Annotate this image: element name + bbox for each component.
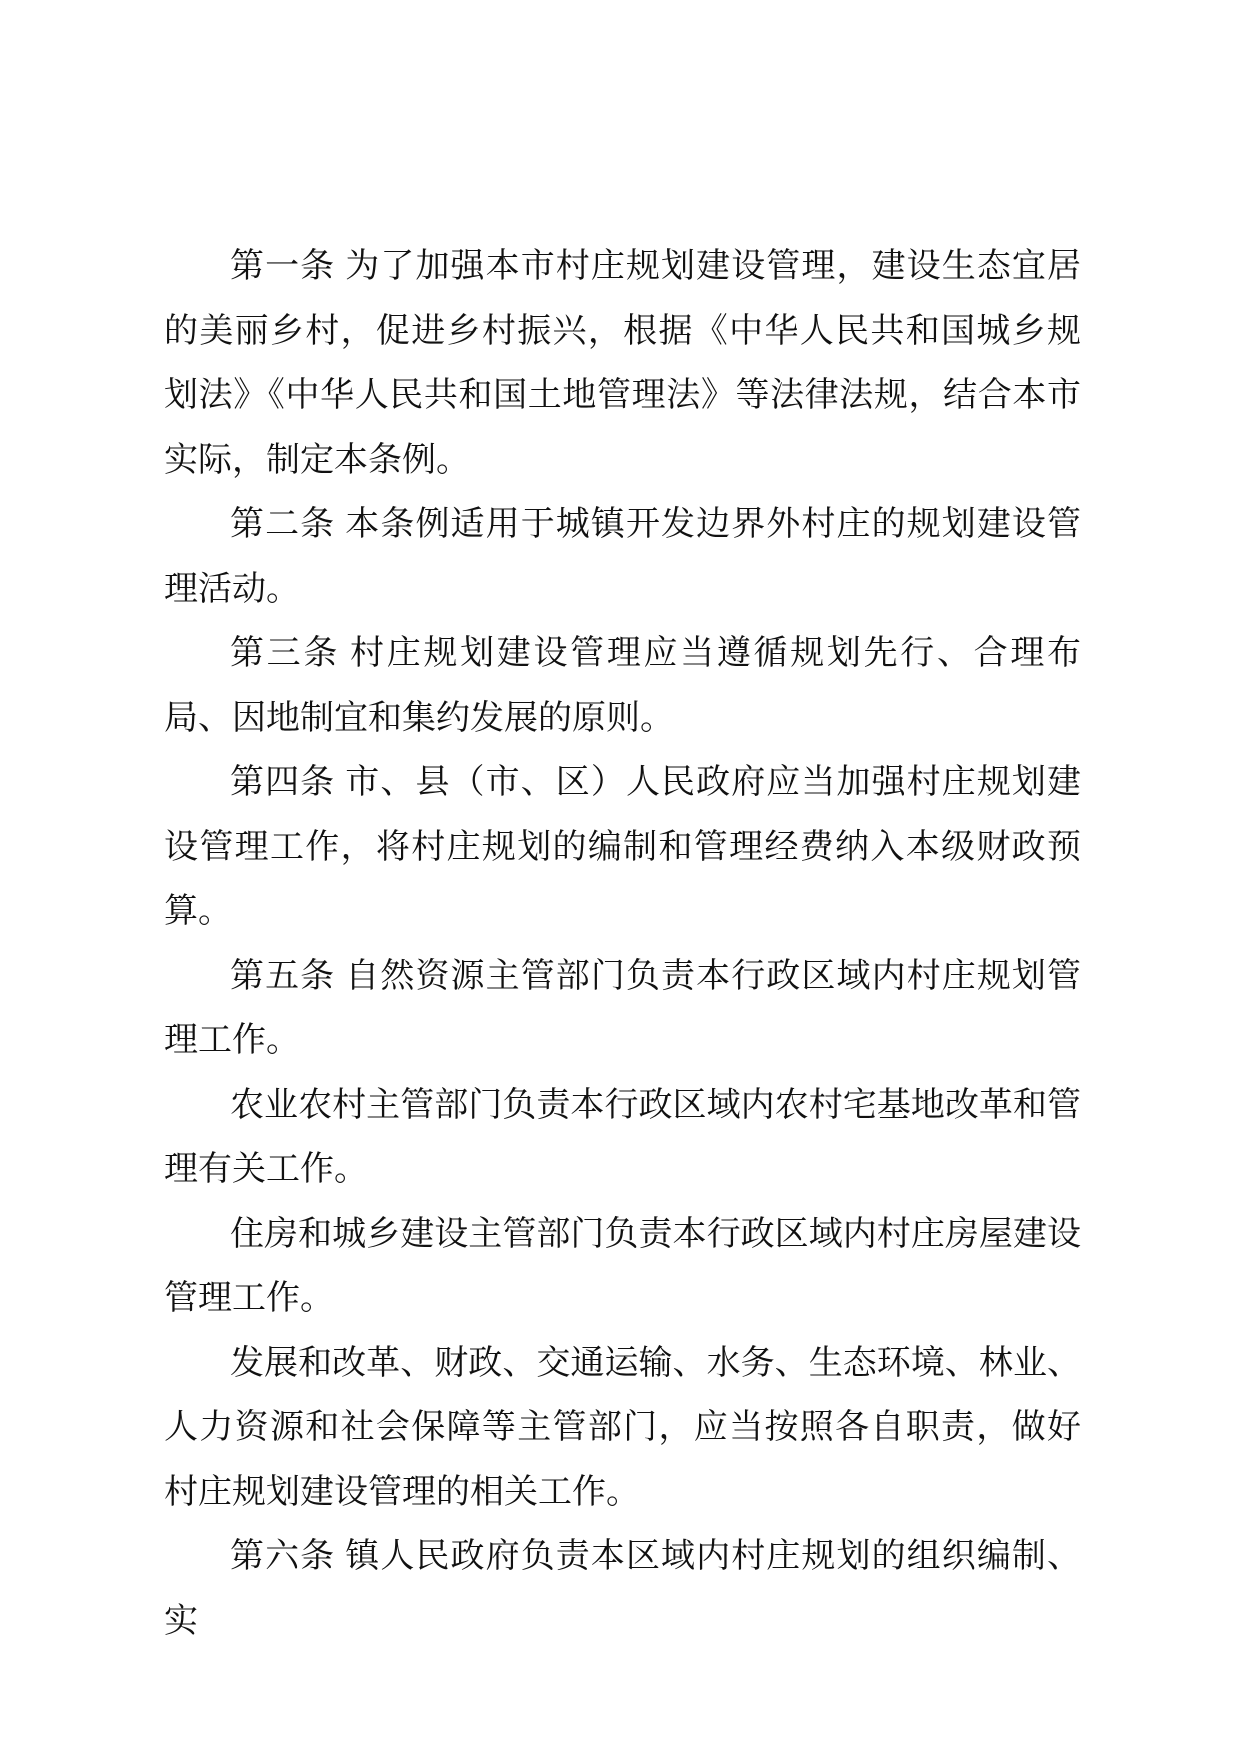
article-number: 第三条	[230, 633, 341, 673]
document-body	[164, 234, 1081, 1653]
article-text: 为了加强本市村庄规划建设管理，建设生态宜居的美丽乡村，促进乡村振兴，根据《中华人民共和国城乡规划法》《中华人民共和国土地管理法》等法律法规，结合本市实际，制定本条例。	[164, 246, 1082, 480]
article-2-paragraph	[164, 492, 1081, 621]
article-6-paragraph	[164, 1524, 1081, 1653]
article-5-clause-4	[164, 1331, 1081, 1525]
article-number: 第二条	[230, 504, 336, 544]
article-text: 自然资源主管部门负责本行政区域内村庄规划管理工作。	[164, 955, 1082, 1060]
article-text: 市、县（市、区）人民政府应当加强村庄规划建设管理工作，将村庄规划的编制和管理经费纳入本级财政预算。	[164, 762, 1082, 931]
article-3-paragraph	[164, 621, 1081, 750]
clause-text: 农业农村主管部门负责本行政区域内农村宅基地改革和管理有关工作。	[164, 1084, 1081, 1189]
article-number: 第一条	[230, 246, 336, 286]
article-5-paragraph	[164, 944, 1081, 1073]
article-4-paragraph	[164, 750, 1081, 944]
article-number: 第六条	[230, 1536, 336, 1576]
article-5-clause-3	[164, 1202, 1081, 1331]
clause-text: 住房和城乡建设主管部门负责本行政区域内村庄房屋建设管理工作。	[164, 1213, 1081, 1318]
clause-text: 发展和改革、财政、交通运输、水务、生态环境、林业、人力资源和社会保障等主管部门，应当按照各自职责，做好村庄规划建设管理的相关工作。	[164, 1342, 1081, 1512]
article-number: 第五条	[230, 955, 336, 996]
article-text: 镇人民政府负责本区域内村庄规划的组织编制、实	[164, 1536, 1082, 1641]
article-text: 村庄规划建设管理应当遵循规划先行、合理布局、因地制宜和集约发展的原则。	[164, 633, 1081, 738]
article-number: 第四条	[230, 762, 336, 802]
article-5-clause-2	[164, 1073, 1081, 1202]
article-1-paragraph	[164, 234, 1081, 492]
article-text: 本条例适用于城镇开发边界外村庄的规划建设管理活动。	[164, 504, 1082, 609]
